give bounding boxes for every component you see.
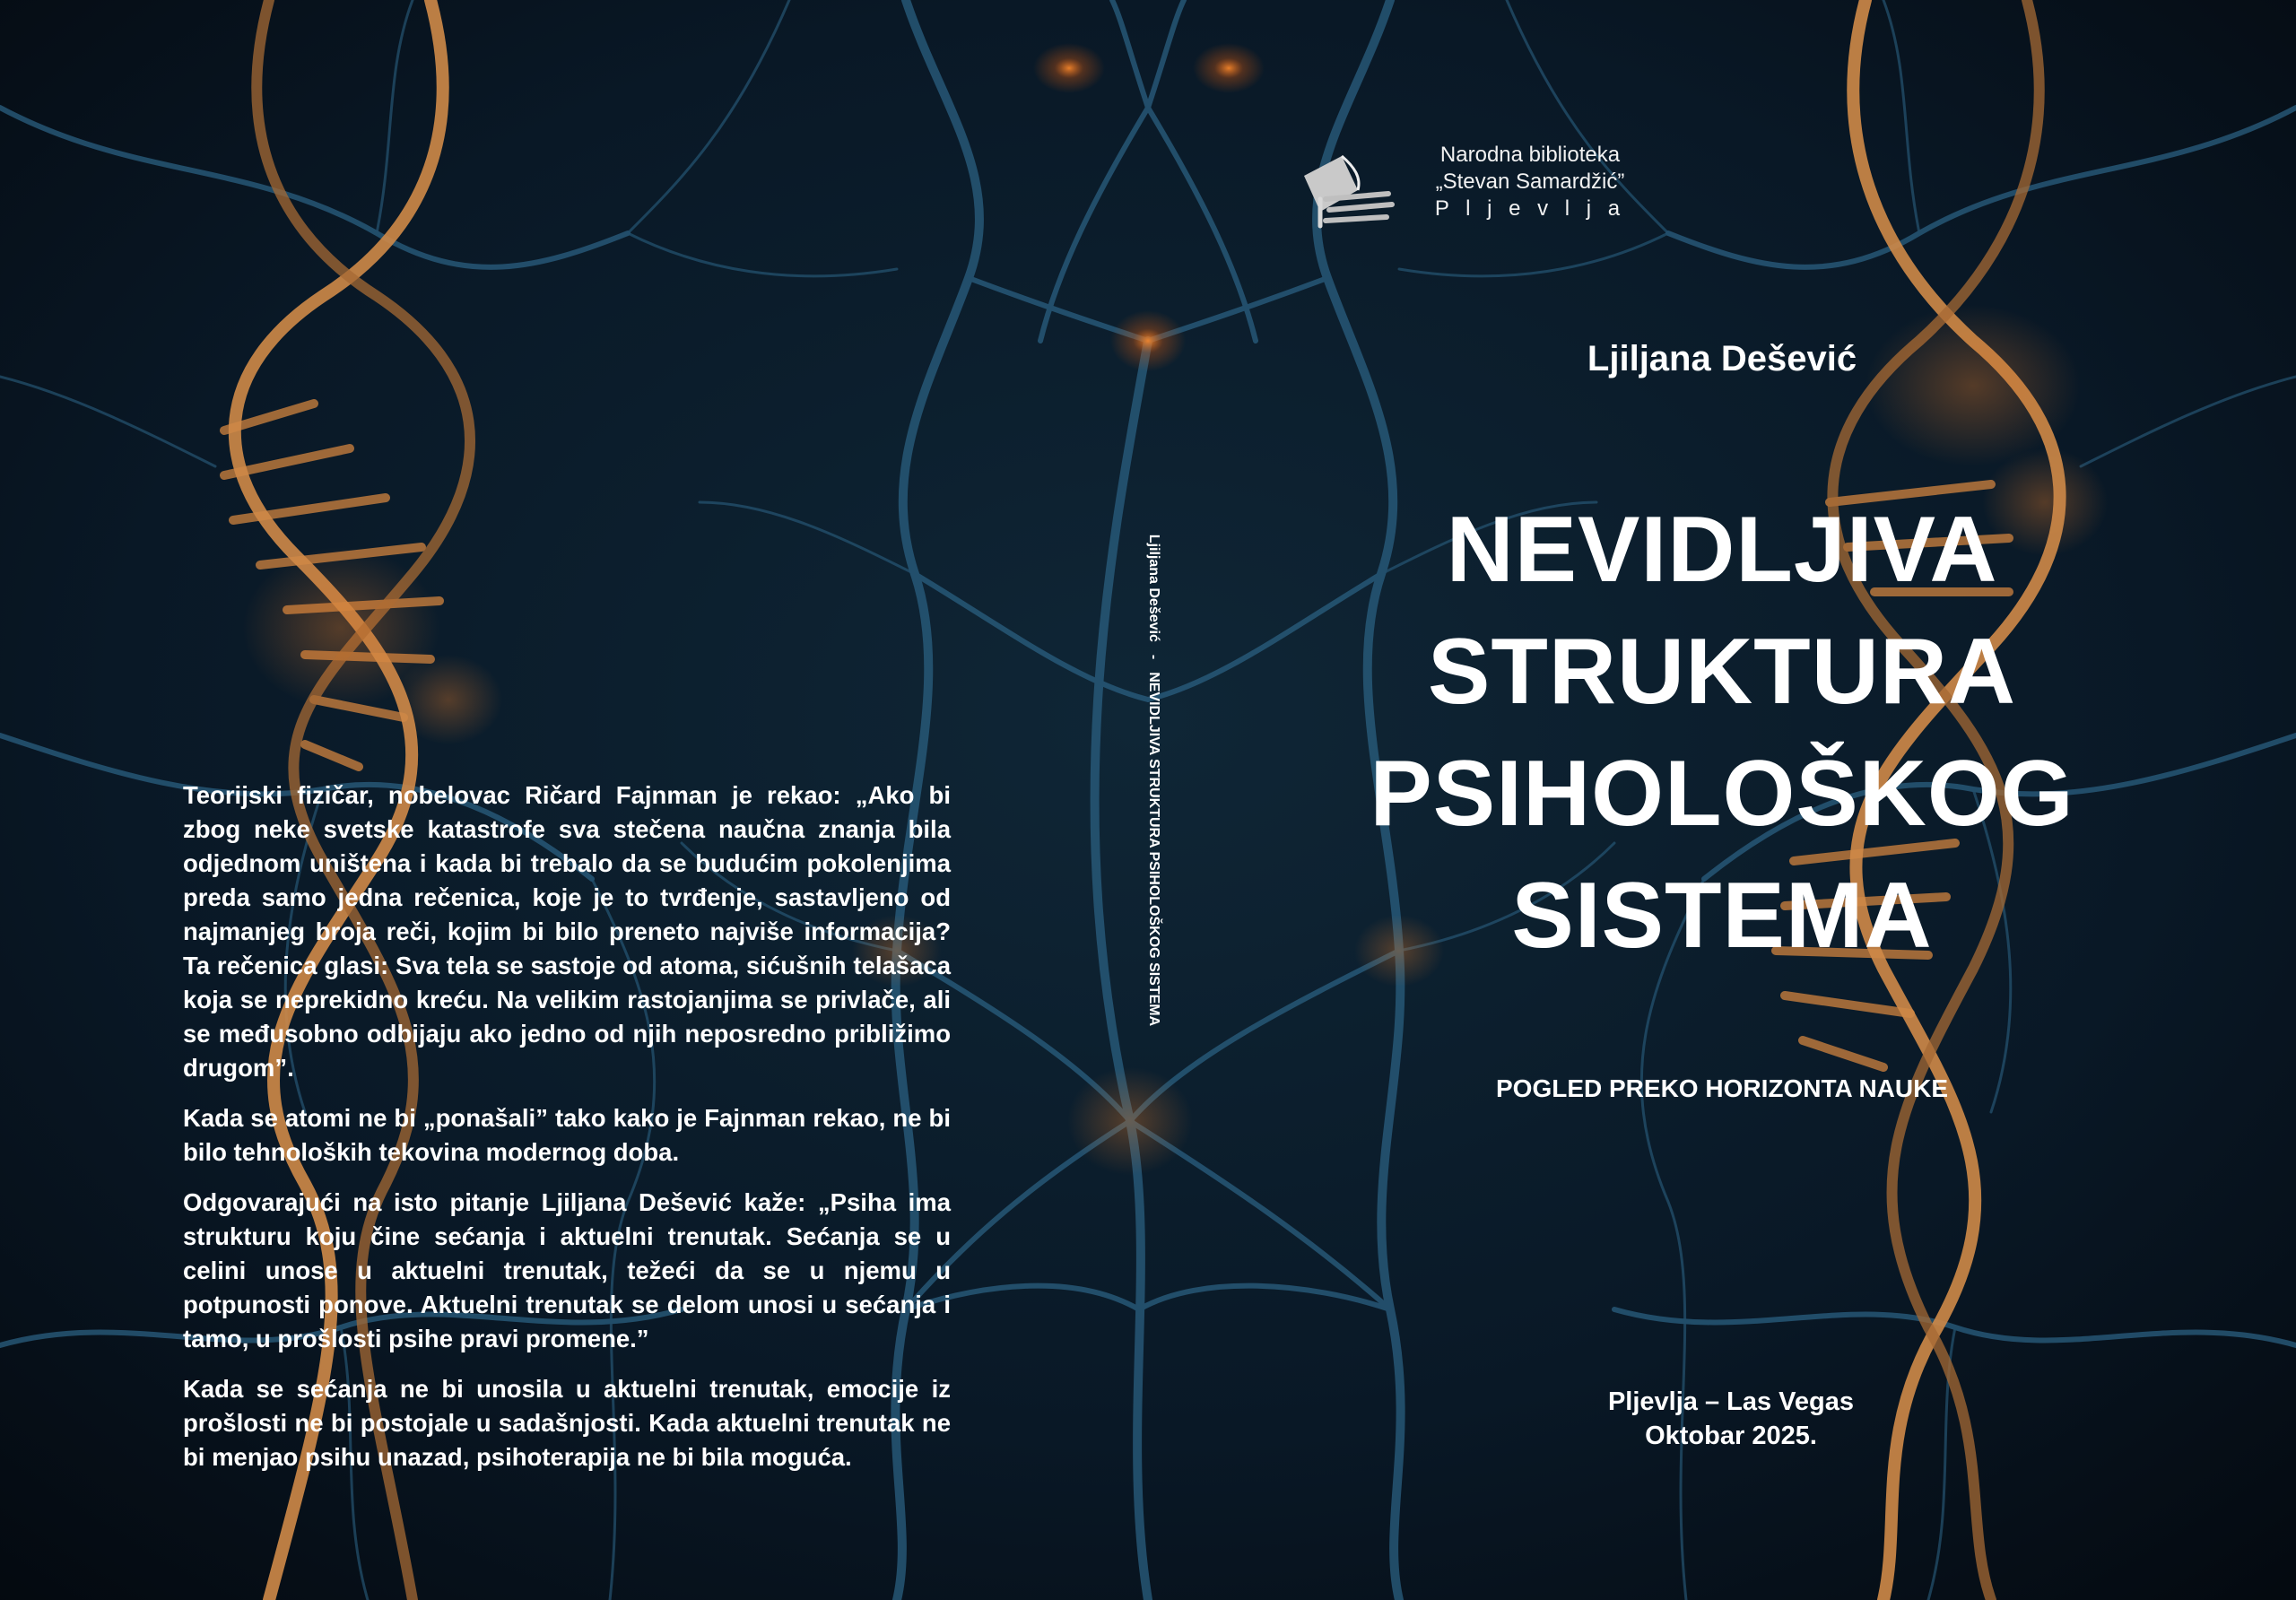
book-subtitle: POGLED PREKO HORIZONTA NAUKE (1495, 1074, 1948, 1102)
publisher-line-3: P l j e v l j a (1434, 196, 1626, 221)
back-paragraph-2: Kada se atomi ne bi „ponašali” tako kako je Fajnman rekao, ne bi bilo tehnoloških tekovina modernog doba. (183, 1104, 951, 1166)
author-name: Ljiljana Dešević (1587, 339, 1857, 378)
title-line-1: NEVIDLJIVA (1446, 498, 1998, 602)
spine-text (1135, 368, 1161, 1193)
spine-author: Ljiljana Dešević (1146, 534, 1161, 642)
publication-date: Oktobar 2025. (1645, 1422, 1817, 1450)
back-paragraph-1: Teorijski fizičar, nobelovac Ričard Fajnman je rekao: „Ako bi zbog neke svetske katastrofe sva stečena naučna znanja bila odjednom uništena i kada bi trebalo da se budućim pokolenjima preda samo jedna rečenica, koje je to tvrđenje, sastavljeno od najmanjeg broja reči, kojim bi bilo preneto najviše informacija? Ta rečenica glasi: Sva tela se sastoje od atoma, sićušnih telašaca koja se neprekidno kreću. Na velikim rastojanjima se privlače, ali se međusobno odbijaju ako jedno od njih neposredno približimo drugom”. (183, 781, 951, 1082)
publication-place: Pljevlja – Las Vegas (1607, 1387, 1855, 1416)
back-cover-text (183, 778, 951, 1491)
spine-separator: - (1146, 654, 1161, 660)
publisher-line-2: „Stevan Samardžić” (1435, 170, 1625, 194)
open-book-logo-icon (1299, 149, 1405, 231)
publisher-logo (1299, 142, 1639, 231)
back-paragraph-3: Odgovarajući na isto pitanje Ljiljana Dešević kaže: „Psiha ima strukturu koju čine sećanja i aktuelni trenutak. Sećanja se u celini unose u aktuelni trenutak, težeći da se u njemu u potpunosti ponove. Aktuelni trenutak se delom unosi u sećanja i tamo, u prošlosti psihe pravi promene.” (183, 1188, 951, 1352)
title-line-2: STRUKTURA (1427, 620, 2017, 724)
title-line-3: PSIHOLOŠKOG (1370, 742, 2074, 846)
book-title (1292, 489, 2152, 977)
publisher-line-1: Narodna biblioteka (1439, 143, 1621, 167)
publication-info (1462, 1385, 2000, 1453)
title-line-4: SISTEMA (1511, 864, 1933, 968)
publisher-name (1422, 142, 1638, 222)
spine-title: NEVIDLJIVA STRUKTURA PSIHOLOŠKOG SISTEMA (1146, 672, 1161, 1027)
back-paragraph-4: Kada se sećanja ne bi unosila u aktuelni trenutak, emocije iz prošlosti ne bi postojale u sadašnjosti. Kada aktuelni trenutak ne bi menjao psihu unazad, psihoterapija ne bi bila moguća. (183, 1375, 951, 1471)
